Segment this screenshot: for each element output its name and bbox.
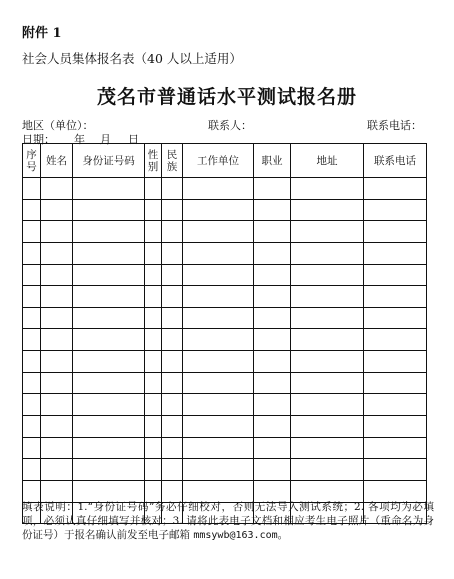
col-header-name: 姓名 bbox=[41, 144, 73, 178]
table-cell bbox=[254, 264, 291, 286]
table-row bbox=[23, 199, 427, 221]
table-cell bbox=[41, 307, 73, 329]
table-cell bbox=[291, 242, 364, 264]
table-cell bbox=[23, 351, 41, 373]
table-cell bbox=[162, 286, 183, 308]
table-cell bbox=[41, 264, 73, 286]
table-cell bbox=[145, 394, 162, 416]
year-label: 年 bbox=[74, 133, 85, 146]
table-cell bbox=[41, 329, 73, 351]
col-header-address: 地址 bbox=[291, 144, 364, 178]
table-cell bbox=[162, 394, 183, 416]
table-cell bbox=[364, 394, 427, 416]
table-cell bbox=[73, 459, 145, 481]
table-cell bbox=[364, 264, 427, 286]
table-cell bbox=[73, 437, 145, 459]
table-cell bbox=[41, 459, 73, 481]
table-cell bbox=[162, 329, 183, 351]
table-cell bbox=[364, 329, 427, 351]
table-cell bbox=[364, 480, 427, 502]
table-cell bbox=[254, 351, 291, 373]
table-cell bbox=[162, 307, 183, 329]
table-cell bbox=[183, 242, 254, 264]
table-cell bbox=[291, 264, 364, 286]
table-cell bbox=[364, 286, 427, 308]
table-cell bbox=[41, 351, 73, 373]
table-cell bbox=[183, 307, 254, 329]
contact-phone-label: 联系电话： bbox=[367, 119, 422, 132]
table-cell bbox=[291, 286, 364, 308]
instructions-note bbox=[22, 500, 434, 543]
table-cell bbox=[291, 394, 364, 416]
table-cell bbox=[254, 416, 291, 438]
table-cell bbox=[162, 372, 183, 394]
table-cell bbox=[145, 351, 162, 373]
table-cell bbox=[364, 307, 427, 329]
col-header-id-number: 身份证号码 bbox=[73, 144, 145, 178]
table-cell bbox=[23, 242, 41, 264]
table-cell bbox=[364, 459, 427, 481]
table-cell bbox=[41, 242, 73, 264]
table-cell bbox=[73, 394, 145, 416]
col-header-ethnicity: 民族 bbox=[162, 144, 183, 178]
attachment-label: 附件 1 bbox=[22, 26, 62, 41]
table-cell bbox=[145, 416, 162, 438]
table-cell bbox=[41, 437, 73, 459]
table-cell bbox=[291, 480, 364, 502]
table-row bbox=[23, 437, 427, 459]
col-header-serial: 序号 bbox=[23, 144, 41, 178]
table-cell bbox=[291, 178, 364, 200]
table-cell bbox=[183, 394, 254, 416]
table-cell bbox=[41, 480, 73, 502]
table-cell bbox=[162, 178, 183, 200]
note-text-end: 。 bbox=[277, 529, 289, 541]
table-cell bbox=[254, 372, 291, 394]
table-cell bbox=[145, 242, 162, 264]
table-cell bbox=[254, 242, 291, 264]
table-cell bbox=[291, 416, 364, 438]
table-cell bbox=[41, 199, 73, 221]
table-cell bbox=[254, 178, 291, 200]
table-cell bbox=[145, 221, 162, 243]
table-cell bbox=[73, 329, 145, 351]
table-cell bbox=[291, 221, 364, 243]
table-cell bbox=[73, 221, 145, 243]
table-header-row bbox=[23, 144, 427, 178]
table-cell bbox=[364, 437, 427, 459]
table-cell bbox=[254, 199, 291, 221]
table-row bbox=[23, 480, 427, 502]
table-cell bbox=[145, 372, 162, 394]
table-cell bbox=[183, 351, 254, 373]
table-cell bbox=[23, 307, 41, 329]
col-header-phone: 联系电话 bbox=[364, 144, 427, 178]
table-cell bbox=[41, 394, 73, 416]
table-cell bbox=[291, 372, 364, 394]
form-subtitle: 社会人员集体报名表（40 人以上适用） bbox=[22, 51, 242, 66]
table-cell bbox=[73, 372, 145, 394]
table-cell bbox=[364, 372, 427, 394]
table-cell bbox=[73, 307, 145, 329]
registration-table bbox=[22, 143, 427, 524]
table-cell bbox=[291, 199, 364, 221]
table-cell bbox=[162, 221, 183, 243]
info-row-contact bbox=[22, 117, 432, 131]
table-cell bbox=[162, 242, 183, 264]
email-address: mmsywb@163.com bbox=[193, 530, 278, 541]
table-cell bbox=[364, 416, 427, 438]
table-cell bbox=[291, 437, 364, 459]
table-cell bbox=[23, 329, 41, 351]
table-cell bbox=[291, 329, 364, 351]
table-cell bbox=[183, 459, 254, 481]
table-cell bbox=[183, 372, 254, 394]
region-label: 地区（单位）： bbox=[22, 119, 94, 132]
table-cell bbox=[23, 286, 41, 308]
table-row bbox=[23, 307, 427, 329]
form-title: 茂名市普通话水平测试报名册 bbox=[96, 86, 357, 108]
table-cell bbox=[23, 394, 41, 416]
table-cell bbox=[254, 480, 291, 502]
table-row bbox=[23, 459, 427, 481]
table-cell bbox=[145, 329, 162, 351]
table-cell bbox=[73, 286, 145, 308]
table-cell bbox=[73, 480, 145, 502]
table-cell bbox=[364, 221, 427, 243]
table-row bbox=[23, 351, 427, 373]
table-cell bbox=[364, 199, 427, 221]
table-cell bbox=[183, 329, 254, 351]
table-row bbox=[23, 221, 427, 243]
table-cell bbox=[254, 221, 291, 243]
table-cell bbox=[23, 437, 41, 459]
table-cell bbox=[291, 351, 364, 373]
table-cell bbox=[254, 459, 291, 481]
col-header-gender: 性别 bbox=[145, 144, 162, 178]
table-cell bbox=[183, 286, 254, 308]
table-cell bbox=[23, 459, 41, 481]
col-header-occupation: 职业 bbox=[254, 144, 291, 178]
table-cell bbox=[183, 264, 254, 286]
table-cell bbox=[73, 242, 145, 264]
table-cell bbox=[254, 286, 291, 308]
table-cell bbox=[73, 416, 145, 438]
table-row bbox=[23, 286, 427, 308]
table-cell bbox=[162, 416, 183, 438]
table-cell bbox=[73, 264, 145, 286]
table-cell bbox=[291, 307, 364, 329]
table-row bbox=[23, 242, 427, 264]
table-cell bbox=[23, 264, 41, 286]
table-cell bbox=[162, 199, 183, 221]
table-cell bbox=[145, 286, 162, 308]
table-cell bbox=[162, 459, 183, 481]
table-cell bbox=[145, 264, 162, 286]
table-cell bbox=[41, 416, 73, 438]
table-cell bbox=[183, 199, 254, 221]
table-cell bbox=[145, 480, 162, 502]
table-cell bbox=[254, 394, 291, 416]
table-cell bbox=[364, 351, 427, 373]
table-cell bbox=[23, 372, 41, 394]
contact-person-label: 联系人： bbox=[208, 119, 252, 132]
table-cell bbox=[183, 437, 254, 459]
table-row bbox=[23, 416, 427, 438]
table-cell bbox=[145, 437, 162, 459]
table-cell bbox=[41, 221, 73, 243]
table-cell bbox=[254, 437, 291, 459]
table-cell bbox=[364, 242, 427, 264]
month-label: 月 bbox=[100, 133, 111, 146]
table-cell bbox=[73, 178, 145, 200]
table-cell bbox=[183, 221, 254, 243]
table-row bbox=[23, 264, 427, 286]
table-cell bbox=[41, 286, 73, 308]
table-cell bbox=[23, 416, 41, 438]
col-header-workplace: 工作单位 bbox=[183, 144, 254, 178]
table-cell bbox=[145, 459, 162, 481]
table-cell bbox=[183, 416, 254, 438]
table-cell bbox=[145, 307, 162, 329]
table-cell bbox=[23, 221, 41, 243]
table-cell bbox=[364, 178, 427, 200]
table-cell bbox=[73, 199, 145, 221]
date-label: 日期： bbox=[22, 133, 55, 146]
table-cell bbox=[73, 351, 145, 373]
table-cell bbox=[41, 178, 73, 200]
table-cell bbox=[254, 329, 291, 351]
table-row bbox=[23, 329, 427, 351]
table-cell bbox=[183, 480, 254, 502]
table-cell bbox=[162, 351, 183, 373]
day-label: 日 bbox=[128, 133, 139, 146]
table-cell bbox=[23, 199, 41, 221]
table-cell bbox=[162, 480, 183, 502]
table-cell bbox=[162, 264, 183, 286]
table-cell bbox=[183, 178, 254, 200]
table-cell bbox=[291, 459, 364, 481]
note-text: 填表说明：1.“身份证号码”务必仔细校对，否则无法导入测试系统；2. 各项均为必填项，必须认真仔细填写并核对；3. 请将此表电子文档和相应考生电子照片（重命名为身份证号）于报名确认前发至电子邮箱 bbox=[22, 501, 434, 541]
table-cell bbox=[145, 199, 162, 221]
table-cell bbox=[162, 437, 183, 459]
table-row bbox=[23, 372, 427, 394]
table-row bbox=[23, 394, 427, 416]
table-row bbox=[23, 178, 427, 200]
table-cell bbox=[23, 480, 41, 502]
table-cell bbox=[145, 178, 162, 200]
table-cell bbox=[23, 178, 41, 200]
table-cell bbox=[254, 307, 291, 329]
table-cell bbox=[41, 372, 73, 394]
